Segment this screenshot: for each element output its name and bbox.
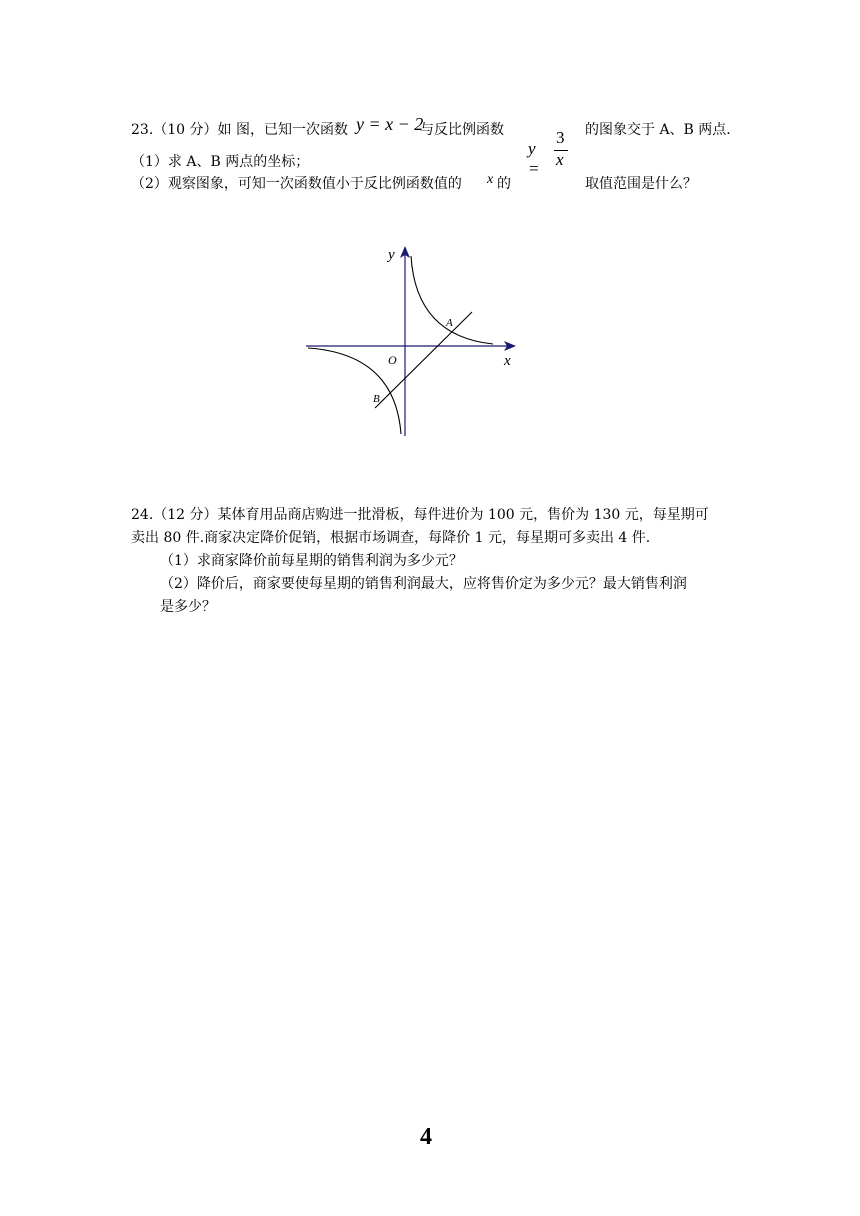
point-b-label: B <box>373 393 380 405</box>
q23-part2-mid: 的 <box>497 176 511 192</box>
q23-part2-var: x <box>487 172 494 187</box>
q23-part2-end: 取值范围是什么？ <box>585 176 697 192</box>
inverse-equation-numerator: 3 <box>556 128 565 147</box>
q24-part1: （1）求商家降价前每星期的销售利润为多少元？ <box>160 553 463 569</box>
q23-intro-mid: 与反比例函数 <box>420 122 504 138</box>
q24-part2: （2）降价后，商家要使每星期的销售利润最大，应将售价定为多少元？最大销售利润 <box>160 576 687 592</box>
linear-equation: y = x − 2 <box>356 114 424 134</box>
x-axis-label: x <box>504 353 511 369</box>
inverse-equation-denominator: x <box>556 150 564 169</box>
y-axis-label: y <box>388 247 395 263</box>
function-graph <box>300 236 530 446</box>
q23-part1: （1）求 A、B 两点的坐标； <box>131 154 310 170</box>
q24-line2: 卖出 80 件.商家决定降价促销，根据市场调查，每降价 1 元，每星期可多卖出 4 件. <box>131 530 651 546</box>
page-number: 4 <box>420 1124 432 1150</box>
point-a-label: A <box>446 317 453 329</box>
origin-label: O <box>388 353 397 367</box>
q23-intro-end: 的图象交于 A、B 两点． <box>585 122 741 138</box>
q24-part2-continued: 是多少？ <box>160 599 216 615</box>
inverse-equation-lhs: y = <box>528 139 540 178</box>
hyperbola-branch-first-quadrant <box>411 256 493 344</box>
q23-intro: 23.（10 分）如 图，已知一次函数 <box>131 122 348 138</box>
q24-line1: 24.（12 分）某体育用品商店购进一批滑板，每件进价为 100 元，售价为 130 元，每星期可 <box>131 507 709 523</box>
q23-part2-start: （2）观察图象，可知一次函数值小于反比例函数值的 <box>131 176 462 192</box>
